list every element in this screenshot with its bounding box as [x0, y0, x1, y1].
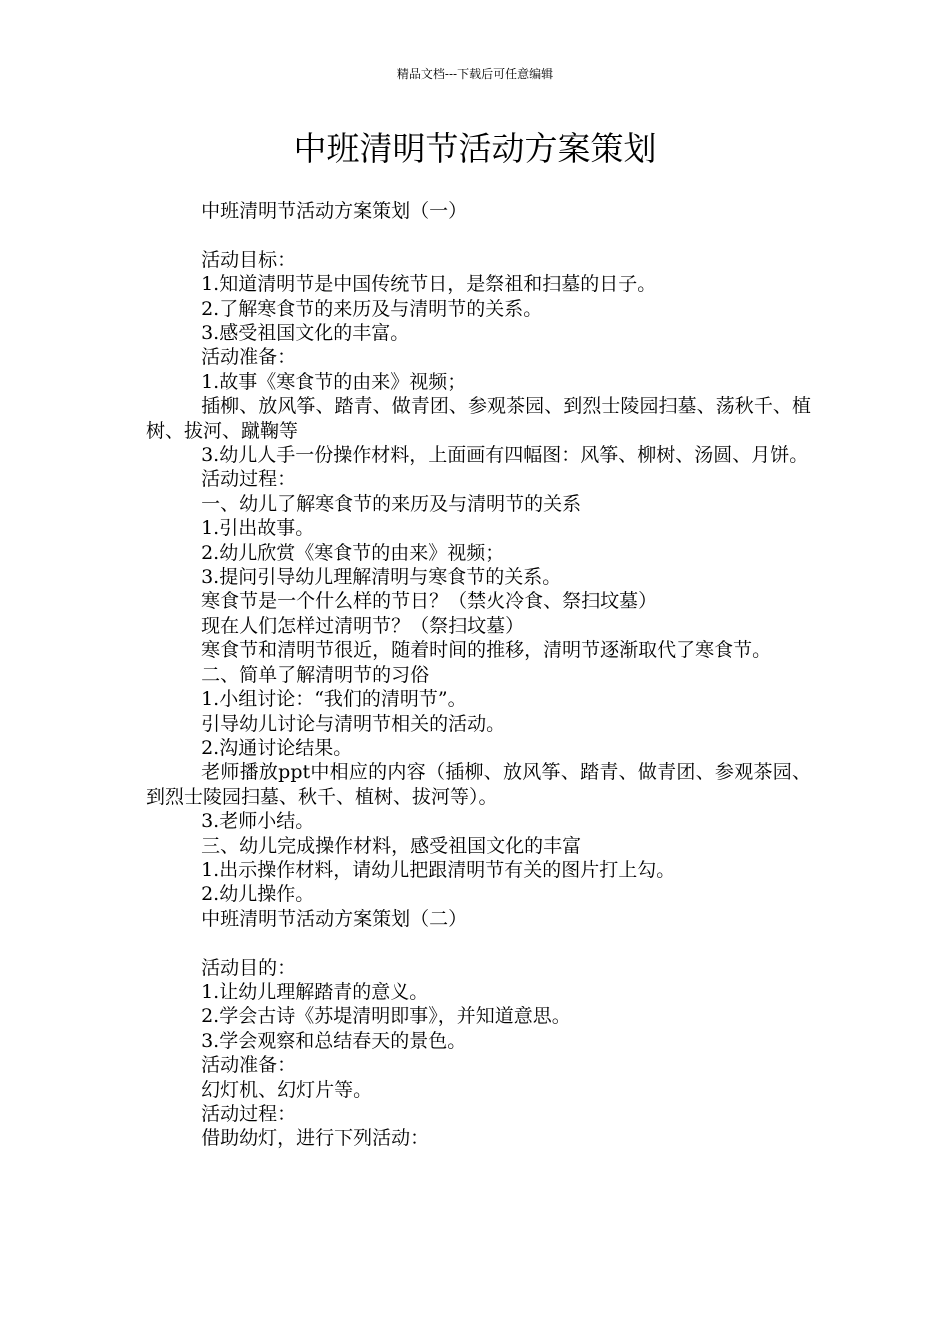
document-title: 中班清明节活动方案策划 [293, 129, 657, 168]
paragraph: 幻灯机、幻灯片等。 [201, 1078, 373, 1101]
section-heading: 中班清明节活动方案策划（二） [201, 907, 468, 930]
paragraph: 2.了解寒食节的来历及与清明节的关系。 [201, 297, 543, 320]
paragraph: 活动过程： [201, 1103, 297, 1125]
paragraph: 寒食节和清明节很近，随着时间的推移，清明节逐渐取代了寒食节。 [201, 639, 772, 662]
paragraph: 2.沟通讨论结果。 [201, 736, 353, 759]
paragraph: 活动目标： [201, 248, 297, 271]
paragraph: 现在人们怎样过清明节？（祭扫坟墓） [201, 614, 525, 637]
paragraph: 引导幼儿讨论与清明节相关的活动。 [201, 712, 506, 735]
paragraph: 3.感受祖国文化的丰富。 [201, 322, 410, 345]
paragraph: 1.让幼儿理解踏青的意义。 [201, 980, 429, 1003]
paragraph: 1.小组讨论：“我们的清明节”。 [201, 688, 467, 711]
paragraph: 1.出示操作材料，请幼儿把跟清明节有关的图片打上勾。 [201, 858, 676, 881]
paragraph: 1.故事《寒食节的由来》视频； [201, 370, 467, 393]
paragraph: 2.学会古诗《苏堤清明即事》，并知道意思。 [201, 1005, 571, 1028]
paragraph: 寒食节是一个什么样的节日？（禁火冷食、祭扫坟墓） [201, 590, 658, 613]
paragraph: 3.幼儿人手一份操作材料，上面画有四幅图：风筝、柳树、汤圆、月饼。 [201, 444, 809, 467]
paragraph: 3.老师小结。 [201, 810, 315, 833]
paragraph: 二、简单了解清明节的习俗 [201, 663, 430, 686]
paragraph: 老师播放ppt中相应的内容（插柳、放风筝、踏青、做青团、参观茶园、到烈士陵园扫墓、秋千、植树、拔河等）。 [146, 761, 811, 808]
paragraph: 活动过程： [201, 468, 297, 491]
paragraph: 3.学会观察和总结春天的景色。 [201, 1029, 467, 1052]
page-header: 精品文档---下载后可任意编辑 [396, 67, 554, 81]
paragraph: 三、幼儿完成操作材料，感受祖国文化的丰富 [201, 834, 582, 857]
paragraph: 插柳、放风筝、踏青、做青团、参观茶园、到烈士陵园扫墓、荡秋千、植树、拔河、蹴鞠等 [146, 395, 811, 442]
paragraph: 1.引出故事。 [201, 517, 315, 540]
paragraph: 活动准备： [201, 346, 297, 369]
paragraph: 2.幼儿欣赏《寒食节的由来》视频； [201, 541, 505, 564]
section-heading: 中班清明节活动方案策划（一） [201, 200, 468, 222]
document-body [146, 199, 811, 1151]
paragraph: 活动准备： [201, 1054, 297, 1077]
paragraph: 3.提问引导幼儿理解清明与寒食节的关系。 [201, 566, 562, 589]
paragraph: 借助幼灯，进行下列活动： [201, 1127, 430, 1150]
paragraph: 1.知道清明节是中国传统节日，是祭祖和扫墓的日子。 [201, 273, 657, 296]
paragraph: 活动目的： [201, 956, 297, 979]
paragraph: 一、幼儿了解寒食节的来历及与清明节的关系 [201, 492, 582, 515]
paragraph: 2.幼儿操作。 [201, 883, 315, 906]
